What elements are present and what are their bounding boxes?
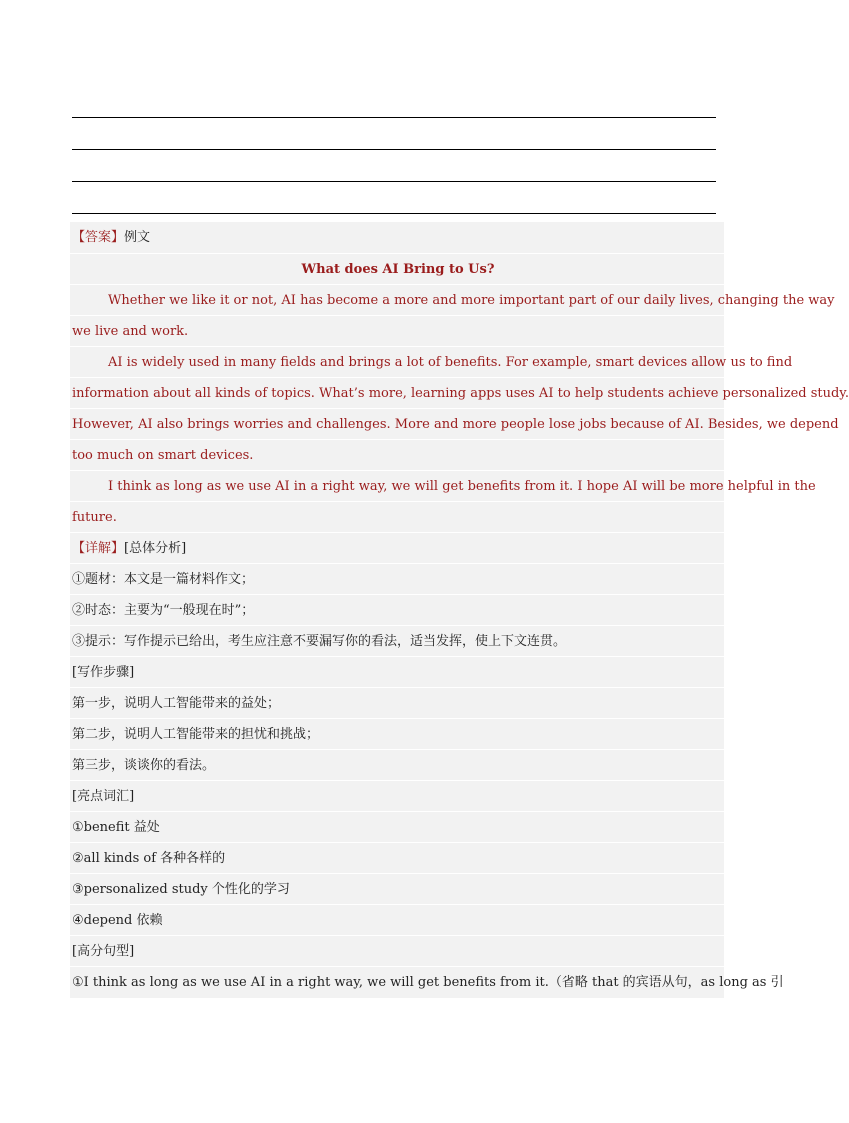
essay-line-5: However, AI also brings worries and challenges. More and more people lose jobs because of AI. Besides, we depend: [70, 408, 724, 440]
step-item-1: 第一步，说明人工智能带来的益处；: [70, 687, 724, 719]
analysis-label: [总体分析]: [124, 541, 187, 556]
writing-line-1: [72, 117, 716, 118]
essay-line-3: AI is widely used in many fields and brings a lot of benefits. For example, smart devices allow us to find: [70, 346, 724, 378]
analysis-header: [70, 532, 724, 564]
overall-item-3: ③提示：写作提示已给出，考生应注意不要漏写你的看法，适当发挥，使上下文连贯。: [70, 625, 724, 657]
answer-bracket: 【答案】: [72, 230, 125, 245]
answer-section: [70, 222, 849, 998]
overall-item-2: ②时态：主要为“一般现在时”；: [70, 594, 724, 626]
analysis-bracket: 【详解】: [72, 541, 125, 556]
step-item-2: 第二步，说明人工智能带来的担忧和挑战；: [70, 718, 724, 750]
vocab-item-3: ③personalized study 个性化的学习: [70, 873, 724, 905]
sentences-header: [高分句型]: [70, 935, 724, 967]
answer-label: 例文: [124, 230, 151, 245]
essay-line-6: too much on smart devices.: [70, 439, 724, 471]
answer-header: [70, 222, 724, 254]
essay-line-1: Whether we like it or not, AI has become a more and more important part of our daily lives, changing the way: [70, 284, 724, 316]
writing-line-2: [72, 149, 716, 150]
step-item-3: 第三步，谈谈你的看法。: [70, 749, 724, 781]
essay-title: What does AI Bring to Us?: [70, 253, 724, 285]
overall-item-1: ①题材：本文是一篇材料作文；: [70, 563, 724, 595]
vocab-item-1: ①benefit 益处: [70, 811, 724, 843]
essay-line-8: future.: [70, 501, 724, 533]
sentence-item-1: ①I think as long as we use AI in a right way, we will get benefits from it.（省略 that 的宾语从句，as long as 引: [70, 966, 724, 998]
writing-line-3: [72, 181, 716, 182]
essay-line-2: we live and work.: [70, 315, 724, 347]
steps-header: [写作步骤]: [70, 656, 724, 688]
vocab-item-2: ②all kinds of 各种各样的: [70, 842, 724, 874]
writing-line-4: [72, 213, 716, 214]
vocab-header: [亮点词汇]: [70, 780, 724, 812]
essay-line-7: I think as long as we use AI in a right way, we will get benefits from it. I hope AI will be more helpful in the: [70, 470, 724, 502]
vocab-item-4: ④depend 依赖: [70, 904, 724, 936]
essay-line-4: information about all kinds of topics. What’s more, learning apps uses AI to help students achieve personalized study.: [70, 377, 724, 409]
